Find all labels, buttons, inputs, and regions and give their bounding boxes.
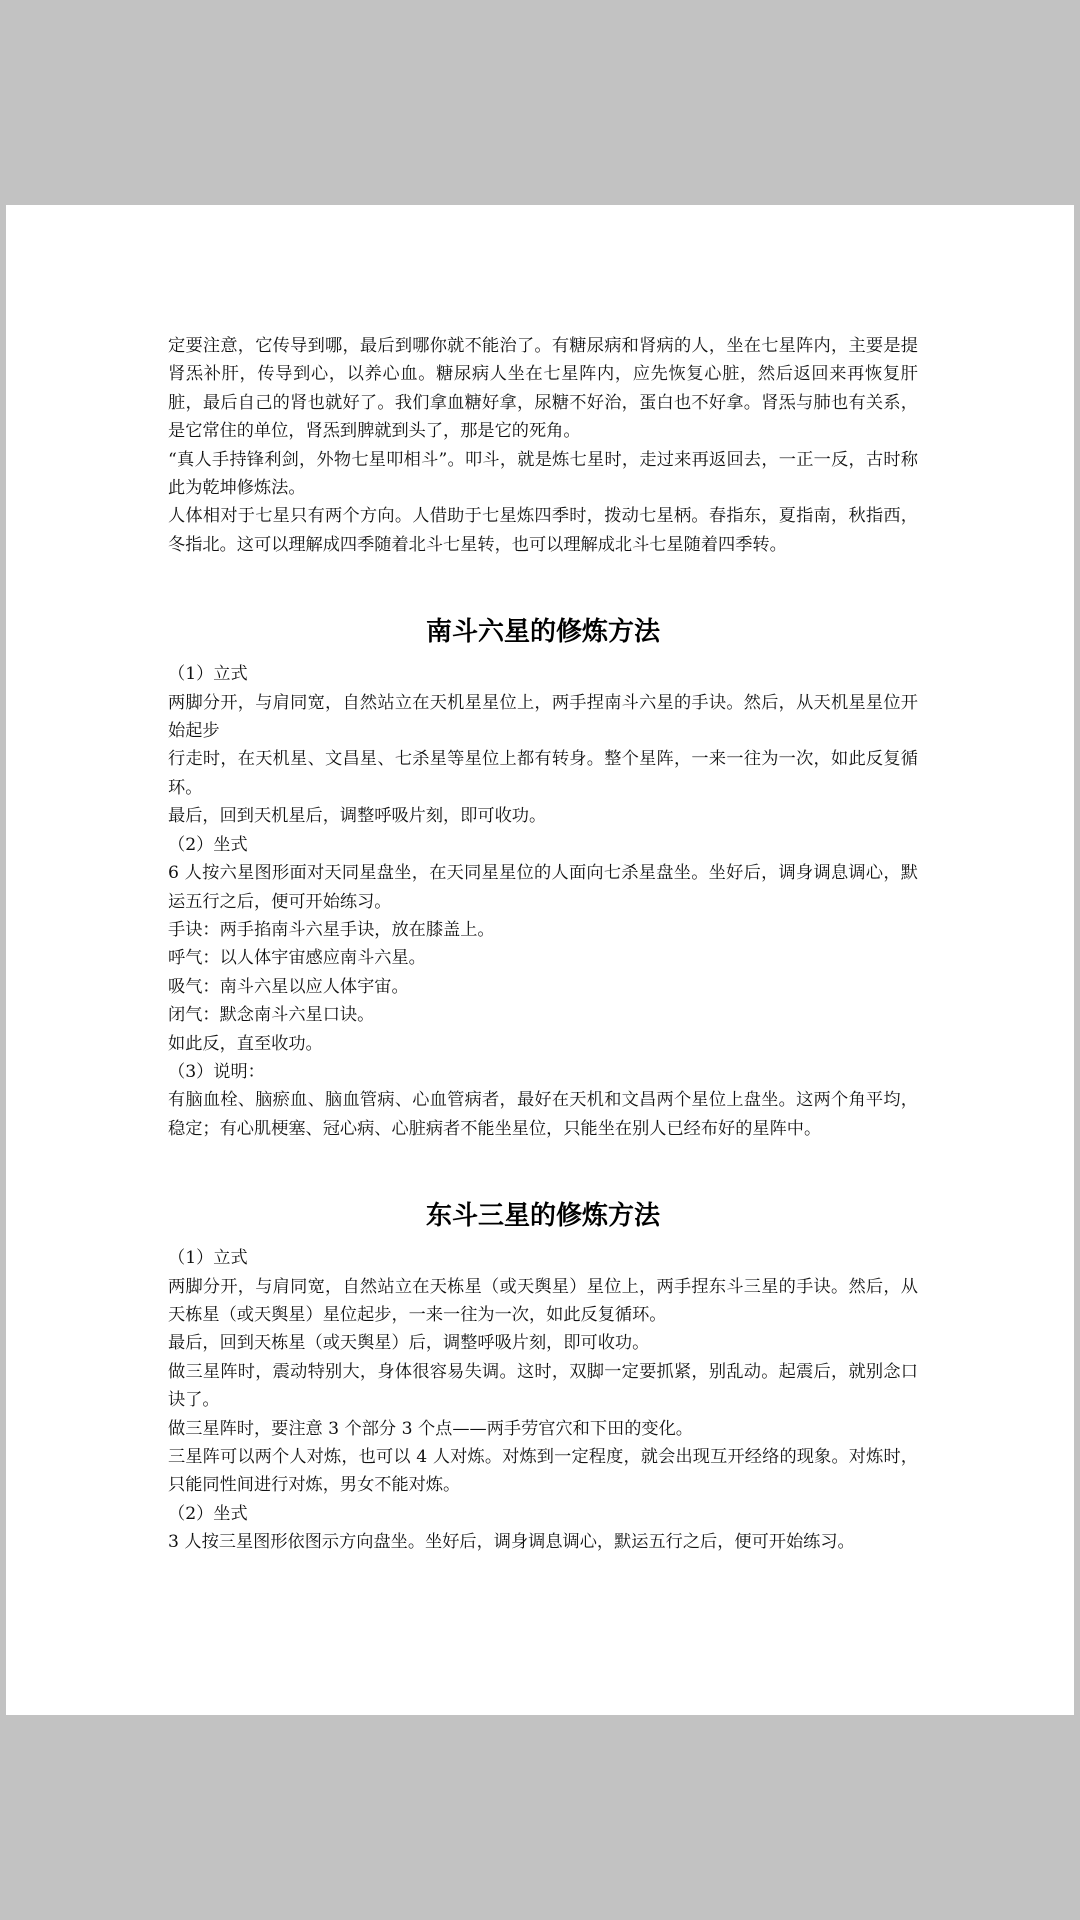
document-page — [6, 205, 1074, 1715]
south-paragraph: 吸气：南斗六星以应人体宇宙。 — [168, 976, 409, 997]
south-paragraph: （1）立式 — [168, 664, 248, 685]
east-paragraph: 做三星阵时，要注意 3 个部分 3 个点——两手劳官穴和下田的变化。 — [168, 1418, 693, 1439]
east-paragraph: 做三星阵时，震动特别大，身体很容易失调。这时，双脚一定要抓紧，别乱动。起震后，就别念口诀了。 — [168, 1361, 918, 1411]
south-paragraph: 闭气：默念南斗六星口诀。 — [168, 1005, 375, 1026]
section-title-east: 东斗三星的修炼方法 — [425, 1201, 660, 1232]
east-paragraph: （2）坐式 — [168, 1503, 248, 1524]
south-paragraph: 最后，回到天机星后，调整呼吸片刻，即可收功。 — [168, 806, 547, 827]
south-paragraph: （3）说明： — [168, 1061, 265, 1082]
intro-paragraph: “真人手持锋利剑，外物七星叩相斗”。叩斗，就是炼七星时，走过来再返回去，一正一反，古时称此为乾坤修炼法。 — [168, 449, 918, 499]
south-paragraph: 如此反，直至收功。 — [168, 1033, 323, 1054]
south-paragraph: 6 人按六星图形面对天同星盘坐，在天同星星位的人面向七杀星盘坐。坐好后，调身调息调心，默运五行之后，便可开始练习。 — [168, 863, 918, 912]
south-paragraph: 两脚分开，与肩同宽，自然站立在天机星星位上，两手捏南斗六星的手诀。然后，从天机星星位开始起步 — [168, 692, 918, 742]
page-content — [168, 332, 918, 1557]
south-paragraph: 手诀：两手掐南斗六星手诀，放在膝盖上。 — [168, 919, 495, 940]
south-paragraph: 有脑血栓、脑瘀血、脑血管病、心血管病者，最好在天机和文昌两个星位上盘坐。这两个角平均，稳定；有心肌梗塞、冠心病、心脏病者不能坐星位，只能坐在别人已经布好的星阵中。 — [168, 1090, 918, 1139]
south-paragraph: 行走时，在天机星、文昌星、七杀星等星位上都有转身。整个星阵，一来一往为一次，如此反复循环。 — [168, 749, 918, 798]
intro-paragraph: 人体相对于七星只有两个方向。人借助于七星炼四季时，拨动七星柄。春指东，夏指南，秋指西，冬指北。这可以理解成四季随着北斗七星转，也可以理解成北斗七星随着四季转。 — [168, 506, 918, 555]
east-paragraph: 最后，回到天栋星（或天舆星）后，调整呼吸片刻，即可收功。 — [168, 1333, 650, 1354]
east-paragraph: 两脚分开，与肩同宽，自然站立在天栋星（或天舆星）星位上，两手捏东斗三星的手诀。然后，从天栋星（或天舆星）星位起步，一来一往为一次，如此反复循环。 — [168, 1276, 918, 1325]
east-paragraph: 3 人按三星图形依图示方向盘坐。坐好后，调身调息调心，默运五行之后，便可开始练习。 — [168, 1532, 855, 1553]
intro-paragraph: 定要注意，它传导到哪，最后到哪你就不能治了。有糖尿病和肾病的人，坐在七星阵内，主要是提肾炁补肝，传导到心，以养心血。糖尿病人坐在七星阵内，应先恢复心脏，然后返回来再恢复肝脏，最后自己的肾也就好了。我们拿血糖好拿，尿糖不好治，蛋白也不好拿。肾炁与肺也有关系，是它常住的单位，肾炁到脾就到头了，那是它的死角。 — [168, 336, 918, 442]
east-paragraph: （1）立式 — [168, 1248, 248, 1269]
section-title-south: 南斗六星的修炼方法 — [425, 617, 660, 648]
south-paragraph: 呼气：以人体宇宙感应南斗六星。 — [168, 948, 426, 969]
east-paragraph: 三星阵可以两个人对炼，也可以 4 人对炼。对炼到一定程度，就会出现互开经络的现象。对炼时，只能同性间进行对炼，男女不能对炼。 — [168, 1447, 918, 1496]
south-paragraph: （2）坐式 — [168, 834, 248, 855]
